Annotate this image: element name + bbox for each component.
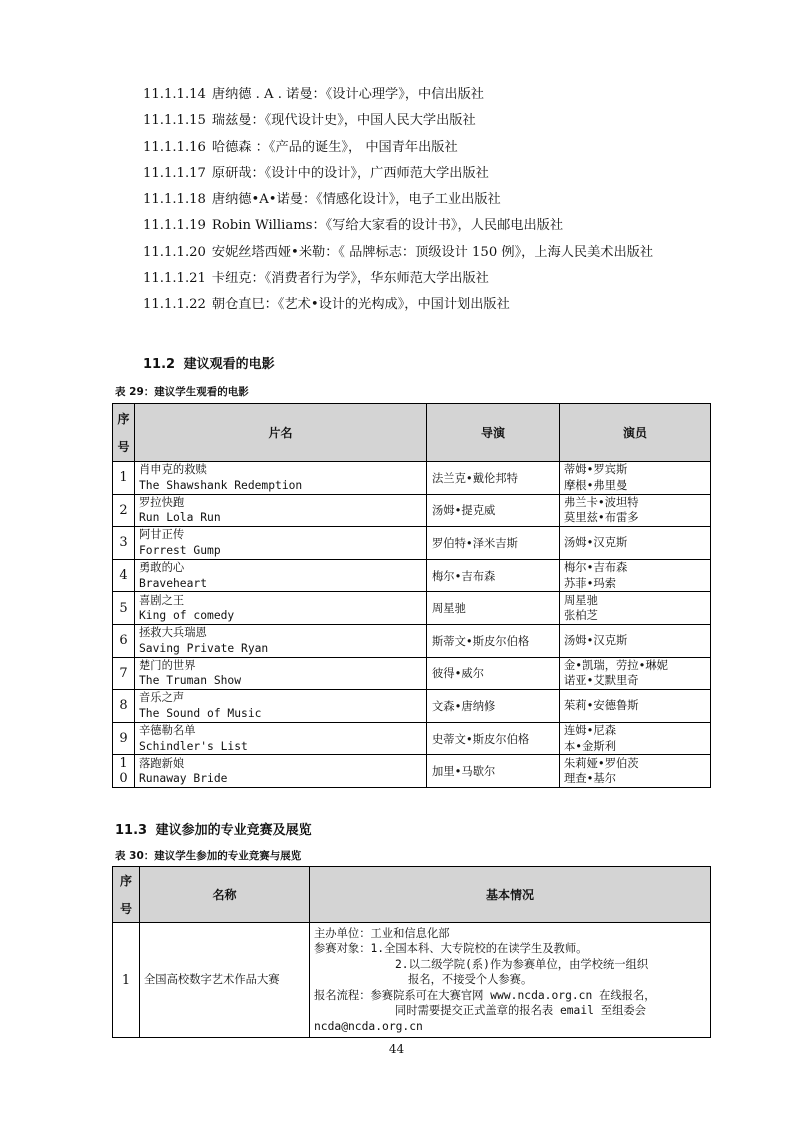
actors-cell — [560, 462, 711, 495]
reference-number: 11.1.1.17 — [143, 165, 206, 181]
director: 汤姆•提克威 — [432, 504, 496, 518]
reference-item — [143, 187, 763, 213]
actors-cell — [560, 592, 711, 625]
reference-item — [143, 82, 763, 108]
actor: 弗兰卡•波坦特 — [564, 495, 639, 509]
info-line: 参赛对象：1.全国本科、大专院校的在读学生及教师。 — [314, 942, 588, 956]
actors-cell — [560, 755, 711, 788]
movie-title-cell — [135, 494, 427, 527]
row-index-digit: 1 — [119, 470, 128, 486]
actor: 汤姆•汉克斯 — [564, 634, 628, 648]
actor: 朱莉娅•罗伯茨 — [564, 756, 639, 770]
director-cell — [427, 494, 560, 527]
actors-cell — [560, 657, 711, 690]
reference-item — [143, 161, 763, 187]
movie-title-cn: 落跑新娘 — [139, 756, 185, 770]
table-row — [113, 527, 711, 560]
actors-cell — [560, 559, 711, 592]
table-row — [113, 923, 711, 1038]
director: 彼得•威尔 — [432, 667, 484, 681]
actors — [560, 560, 710, 591]
movie-title-cn: 阿甘正传 — [139, 528, 185, 542]
actors-cell — [560, 690, 711, 723]
reference-item — [143, 240, 763, 266]
row-index — [113, 657, 135, 690]
actor: 金•凯瑞，劳拉•琳妮 — [564, 658, 668, 672]
movie-title-en: The Shawshank Redemption — [139, 478, 303, 492]
director: 史蒂文•斯皮尔伯格 — [432, 732, 530, 746]
row-index-digit: 4 — [119, 568, 128, 584]
contest-name: 全国高校数字艺术作品大赛 — [144, 973, 280, 986]
row-index — [113, 559, 135, 592]
reference-text: 朝仓直巳：《艺术•设计的光构成》，中国计划出版社 — [211, 297, 510, 313]
movie-title — [135, 527, 426, 558]
row-index — [113, 690, 135, 723]
table-row — [113, 624, 711, 657]
movie-title-cn: 罗拉快跑 — [139, 495, 185, 509]
reference-number: 11.1.1.19 — [143, 218, 206, 234]
section-title: 建议观看的电影 — [183, 357, 275, 372]
actor: 理查•基尔 — [564, 772, 616, 786]
reference-text: Robin Williams：《写给大家看的设计书》，人民邮电出版社 — [211, 218, 564, 234]
director-cell — [427, 559, 560, 592]
actors — [560, 535, 710, 551]
movie-title-cn: 音乐之声 — [139, 691, 185, 705]
reference-item — [143, 108, 763, 134]
reference-number: 11.1.1.18 — [143, 192, 206, 208]
reference-text: 原研哉：《设计中的设计》，广西师范大学出版社 — [211, 165, 489, 181]
reference-text: 唐纳德•A•诺曼：《情感化设计》，电子工业出版社 — [211, 192, 501, 208]
row-index-digit: 6 — [119, 633, 128, 649]
movie-title — [135, 625, 426, 656]
row-index — [113, 722, 135, 755]
movie-title-cell — [135, 527, 427, 560]
info-line: 主办单位：工业和信息化部 — [314, 926, 450, 940]
director-cell — [427, 624, 560, 657]
table-row — [113, 722, 711, 755]
row-index-digit: 8 — [119, 698, 128, 714]
table-row — [113, 755, 711, 788]
row-index-digit: 9 — [119, 731, 128, 747]
movie-title-cell — [135, 462, 427, 495]
director: 斯蒂文•斯皮尔伯格 — [432, 634, 530, 648]
actors-cell — [560, 722, 711, 755]
header-info: 基本情况 — [310, 867, 711, 923]
actor: 汤姆•汉克斯 — [564, 536, 628, 550]
reference-number: 11.1.1.22 — [143, 297, 206, 313]
movie-title-cell — [135, 624, 427, 657]
movie-title-en: Braveheart — [139, 576, 208, 590]
row-index-digit: 5 — [119, 600, 128, 616]
reference-item — [143, 135, 763, 161]
table-row — [113, 657, 711, 690]
row-index-digit: 1 — [119, 756, 128, 772]
actor: 连姆•尼森 — [564, 724, 616, 738]
movie-title-cn: 喜剧之王 — [139, 593, 185, 607]
info-line: 2.以二级学院(系)作为参赛单位，由学校统一组织 — [395, 957, 649, 971]
reference-text: 卡纽克：《消费者行为学》，华东师范大学出版社 — [211, 271, 489, 287]
row-index-digit: 2 — [119, 502, 128, 518]
director-cell — [427, 592, 560, 625]
director: 加里•马歇尔 — [432, 765, 496, 779]
actor: 苏菲•玛索 — [564, 576, 616, 590]
section-number: 11.3 — [115, 823, 148, 838]
actors — [560, 698, 710, 714]
movie-title — [135, 658, 426, 689]
movie-title-cn: 辛德勒名单 — [139, 724, 196, 738]
director-cell — [427, 755, 560, 788]
movie-title-cn: 勇敢的心 — [139, 561, 185, 575]
header-name: 名称 — [140, 867, 310, 923]
contests-table — [112, 866, 711, 1038]
movie-title-en: Runaway Bride — [139, 772, 228, 786]
row-index — [113, 527, 135, 560]
contest-info-cell — [310, 923, 711, 1038]
actors — [560, 633, 710, 649]
movie-title-en: King of comedy — [139, 609, 235, 623]
actors — [560, 658, 710, 689]
contest-info — [310, 926, 710, 1035]
movie-title-en: Forrest Gump — [139, 543, 221, 557]
movie-title-cn: 肖申克的救赎 — [139, 463, 207, 477]
table-row — [113, 592, 711, 625]
movie-title-en: Schindler's List — [139, 739, 248, 753]
movie-title — [135, 495, 426, 526]
row-index: 1 — [113, 923, 140, 1038]
reference-item — [143, 266, 763, 292]
header-actors: 演员 — [560, 404, 711, 462]
info-line: 报名，不接受个人参赛。 — [408, 973, 533, 987]
reference-text: 唐纳德 . A . 诺曼：《设计心理学》，中信出版社 — [211, 87, 484, 102]
reference-item — [143, 292, 763, 318]
table-caption: 表 29：建议学生观看的电影 — [115, 386, 249, 398]
movie-title-cn: 拯救大兵瑞恩 — [139, 626, 207, 640]
movie-title-cell — [135, 657, 427, 690]
actors-cell — [560, 624, 711, 657]
director-cell — [427, 462, 560, 495]
director-cell — [427, 527, 560, 560]
row-index — [113, 462, 135, 495]
reference-item — [143, 213, 763, 239]
movie-title-cell — [135, 755, 427, 788]
reference-number: 11.1.1.16 — [143, 139, 206, 155]
movie-title — [135, 756, 426, 787]
info-line: ncda@ncda.org.cn — [314, 1019, 423, 1033]
movie-title-cell — [135, 559, 427, 592]
section-title: 建议参加的专业竞赛及展览 — [155, 823, 312, 838]
movie-title — [135, 723, 426, 754]
movie-title-cn: 楚门的世界 — [139, 658, 196, 672]
row-index-digit: 7 — [119, 665, 128, 681]
movie-title-en: Saving Private Ryan — [139, 641, 269, 655]
reference-text: 瑞兹曼：《现代设计史》，中国人民大学出版社 — [211, 113, 476, 129]
director-cell — [427, 722, 560, 755]
table-row — [113, 462, 711, 495]
actor: 本•金斯利 — [564, 739, 616, 753]
movie-title — [135, 593, 426, 624]
header-index: 序 号 — [113, 867, 140, 923]
director: 法兰克•戴伦邦特 — [432, 471, 518, 485]
reference-number: 11.1.1.15 — [143, 113, 206, 129]
actor: 莫里兹•布雷多 — [564, 511, 639, 525]
movie-title — [135, 560, 426, 591]
table-row — [113, 494, 711, 527]
row-index — [113, 624, 135, 657]
actor: 摩根•弗里曼 — [564, 478, 628, 492]
section-number: 11.2 — [143, 357, 176, 372]
actor: 茱莉•安德鲁斯 — [564, 699, 639, 713]
header-director: 导演 — [427, 404, 560, 462]
actors — [560, 593, 710, 624]
page-number: 44 — [388, 1042, 405, 1056]
reference-text: 安妮丝塔西娅•米勒：《 品牌标志：顶级设计 150 例》，上海人民美术出版社 — [211, 244, 654, 260]
row-index — [113, 592, 135, 625]
reference-number: 11.1.1.21 — [143, 271, 206, 287]
table-row — [113, 559, 711, 592]
info-line: 同时需要提交正式盖章的报名表 email 至组委会 — [395, 1004, 646, 1018]
reference-number: 11.1.1.20 — [143, 244, 206, 260]
movie-title-cell — [135, 722, 427, 755]
section-heading-contests — [115, 819, 312, 838]
director-cell — [427, 657, 560, 690]
director: 文森•唐纳修 — [432, 699, 496, 713]
actors — [560, 723, 710, 754]
director: 周星驰 — [432, 602, 466, 616]
movie-title-en: The Truman Show — [139, 674, 242, 688]
row-index-digit: 3 — [119, 535, 128, 551]
actors — [560, 756, 710, 787]
movie-title-cell — [135, 690, 427, 723]
director: 梅尔•吉布森 — [432, 569, 496, 583]
row-index — [113, 494, 135, 527]
actor: 诺亚•艾默里奇 — [564, 674, 639, 688]
row-index — [113, 755, 135, 788]
header-title: 片名 — [135, 404, 427, 462]
movie-title-en: Run Lola Run — [139, 511, 221, 525]
table-row — [113, 690, 711, 723]
director-cell — [427, 690, 560, 723]
actors-cell — [560, 494, 711, 527]
section-heading-movies — [143, 353, 275, 372]
actors-cell — [560, 527, 711, 560]
movie-title-cell — [135, 592, 427, 625]
reference-list — [143, 82, 763, 319]
actor: 蒂姆•罗宾斯 — [564, 463, 628, 477]
row-index-digit: 0 — [119, 771, 128, 787]
reference-text: 哈德森 ：《产品的诞生》， 中国青年出版社 — [211, 139, 458, 155]
actor: 周星驰 — [564, 593, 598, 607]
movie-title — [135, 462, 426, 493]
actor: 梅尔•吉布森 — [564, 561, 628, 575]
actor: 张柏芝 — [564, 609, 598, 623]
movie-title-en: The Sound of Music — [139, 706, 262, 720]
actors — [560, 495, 710, 526]
table-caption: 表 30：建议学生参加的专业竞赛与展览 — [115, 850, 302, 862]
info-line: 报名流程：参赛院系可在大赛官网 www.ncda.org.cn 在线报名， — [314, 988, 656, 1002]
director: 罗伯特•泽米吉斯 — [432, 536, 518, 550]
header-index: 序 号 — [113, 404, 135, 462]
reference-number: 11.1.1.14 — [143, 87, 206, 102]
movies-table — [112, 403, 711, 788]
contest-name-cell — [140, 923, 310, 1038]
movie-title — [135, 690, 426, 721]
actors — [560, 462, 710, 493]
